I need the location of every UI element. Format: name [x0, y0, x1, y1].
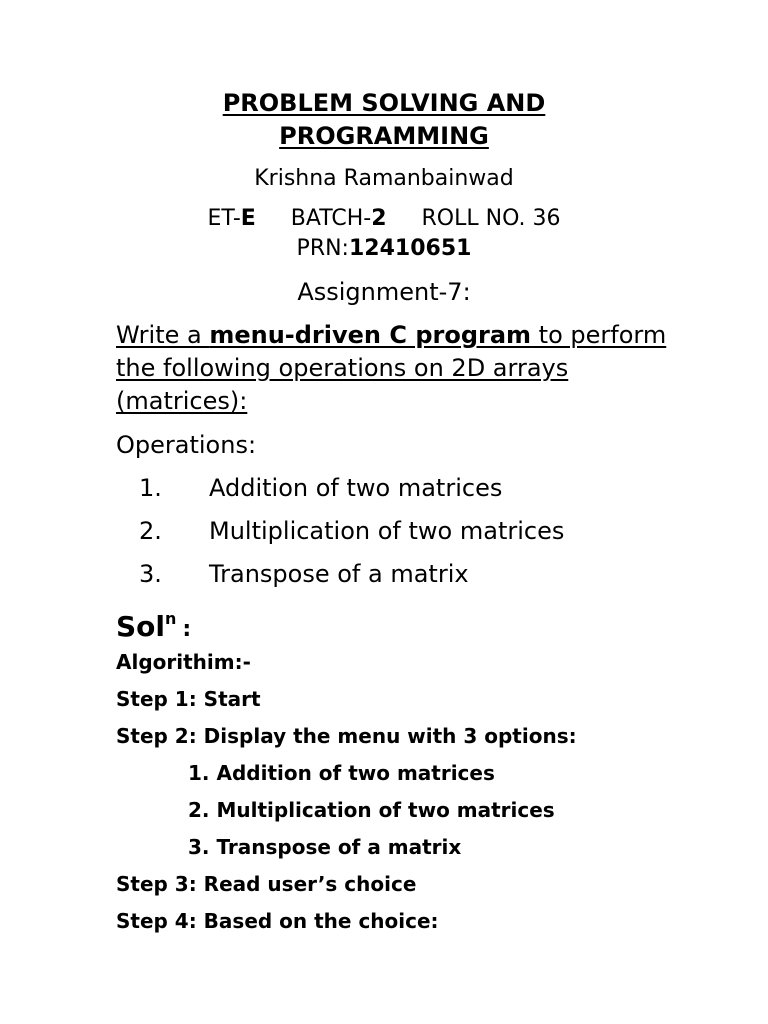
solution-superscript: n: [165, 609, 177, 628]
operation-item: [139, 558, 469, 590]
question-post: to perform the following operations on 2D arrays (matrices):: [116, 321, 667, 415]
operation-number: 2.: [139, 517, 162, 545]
batch-value: 2: [371, 206, 387, 231]
author-name: Krishna Ramanbainwad: [254, 166, 514, 191]
step-4: Step 4: Based on the choice:: [116, 909, 439, 933]
et-value: E: [240, 206, 256, 231]
solution-heading: [116, 601, 191, 648]
prn-label: PRN:: [296, 236, 349, 261]
question-bold: menu-driven C program: [209, 321, 532, 349]
operations-label: Operations:: [116, 431, 257, 459]
step-2-option: 1. Addition of two matrices: [188, 761, 495, 785]
operation-text: Addition of two matrices: [209, 474, 503, 502]
prn-value: 12410651: [348, 236, 472, 261]
roll-number: ROLL NO. 36: [421, 206, 561, 231]
operation-text: Multiplication of two matrices: [209, 517, 565, 545]
title-line-1: PROBLEM SOLVING AND: [222, 89, 546, 117]
step-3: Step 3: Read user’s choice: [116, 872, 417, 896]
step-2: Step 2: Display the menu with 3 options:: [116, 724, 577, 748]
step-2-option: 2. Multiplication of two matrices: [188, 798, 555, 822]
question-pre: Write a: [116, 321, 210, 349]
class-info: [0, 204, 768, 234]
operation-item: [139, 472, 502, 504]
assignment-heading: Assignment-7:: [297, 278, 471, 306]
operation-item: [139, 515, 564, 547]
algorithm-heading: Algorithim:-: [116, 650, 251, 674]
question-text: [116, 319, 676, 418]
step-2-option: 3. Transpose of a matrix: [188, 835, 462, 859]
prn-info: [0, 234, 768, 264]
operation-number: 1.: [139, 474, 162, 502]
title-line-2: PROGRAMMING: [279, 122, 489, 150]
batch-label: BATCH-: [290, 206, 372, 231]
document-title: [0, 87, 768, 153]
step-1: Step 1: Start: [116, 687, 261, 711]
et-label: ET-: [207, 206, 241, 231]
operation-number: 3.: [139, 560, 162, 588]
solution-colon: :: [182, 617, 192, 642]
solution-base: Sol: [116, 610, 165, 643]
operation-text: Transpose of a matrix: [209, 560, 469, 588]
